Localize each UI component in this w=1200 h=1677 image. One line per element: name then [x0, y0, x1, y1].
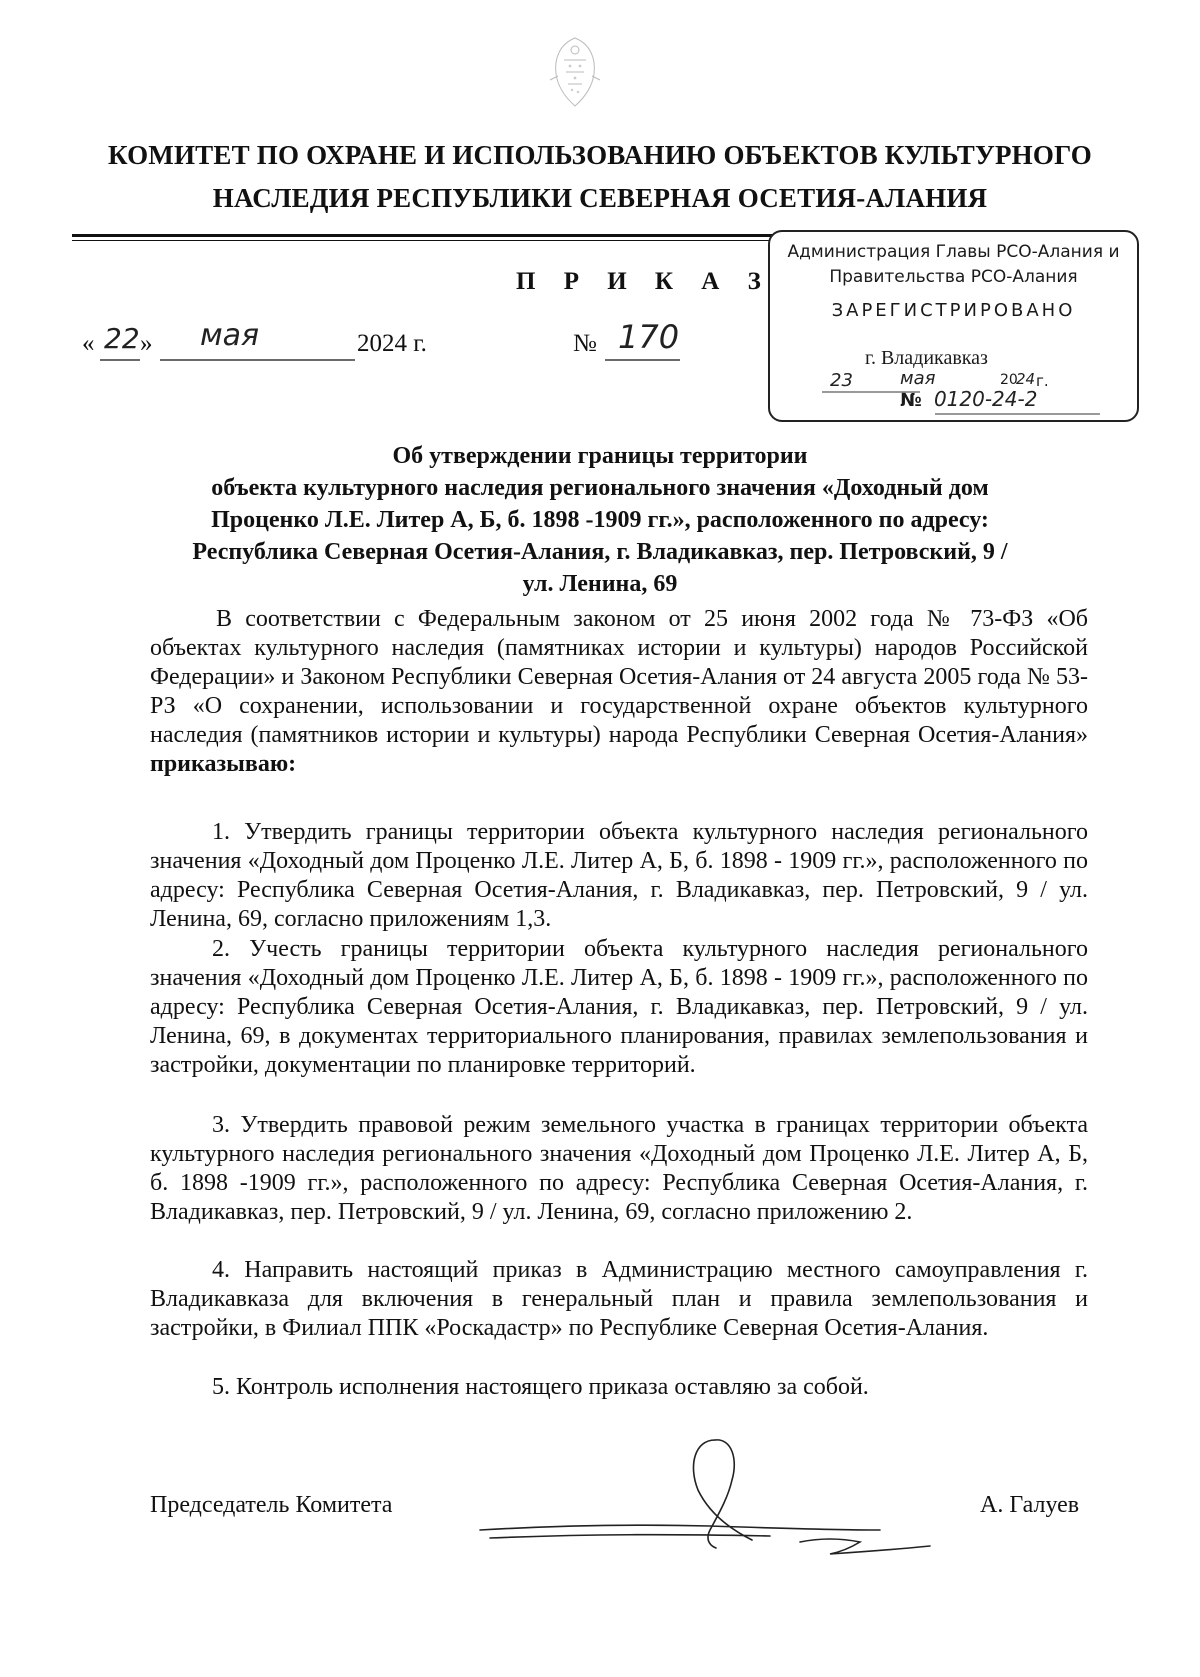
order-date-month: мая: [200, 318, 260, 353]
handwritten-signature: [470, 1420, 990, 1570]
order-item-5: 5. Контроль исполнения настоящего приказа оставляю за собой.: [212, 1374, 869, 1400]
stamp-registered: ЗАРЕГИСТРИРОВАНО: [831, 300, 1076, 321]
order-date-underlines: [0, 0, 1200, 380]
title-line5: ул. Ленина, 69: [522, 571, 678, 597]
stamp-date-year-hand: 24: [1016, 370, 1036, 388]
signatory-role: Председатель Комитета: [150, 1492, 393, 1518]
order-title: [120, 440, 1080, 600]
order-item-1: 1. Утвердить границы территории объекта культурного наследия регионального значения «Доходный дом Проценко Л.Е. Литер А, Б, б. 1898 - 1909 гг.», расположенного по адресу: Республика Северная Осетия-Алания, г. Владикавказ, пер. Петровский, 9 / ул. Ленина, 69, согласно приложениям 1,3.: [150, 819, 1088, 932]
order-item-4: 4. Направить настоящий приказ в Администрацию местного самоуправления г. Владикавказа для включения в генеральный план и правила землепользования и застройки, в Филиал ППК «Роскадастр» по Республике Северная Осетия-Алания.: [150, 1257, 1088, 1341]
order-date-day: 22: [104, 322, 140, 355]
stamp-date-day: 23: [830, 370, 853, 391]
order-item-3: 3. Утвердить правовой режим земельного участка в границах территории объекта культурного наследия регионального значения «Доходный дом Проценко Л.Е. Литер А, Б, б. 1898 -1909 гг.», расположенного по адресу: Республика Северная Осетия-Алания, г. Владикавказ, пер. Петровский, 9 / ул. Ленина, 69, согласно приложению 2.: [150, 1112, 1088, 1225]
preamble-bold: приказываю:: [150, 751, 297, 777]
order-heading: П Р И К А З: [516, 268, 772, 295]
title-line4: Республика Северная Осетия-Алания, г. Владикавказ, пер. Петровский, 9 /: [192, 539, 1008, 565]
title-line1: Об утверждении границы территории: [392, 443, 808, 469]
signatory-name: А. Галуев: [980, 1492, 1080, 1518]
preamble-paragraph: [150, 605, 1088, 779]
preamble-text: В соответствии с Федеральным законом от 25 июня 2002 года № 73-ФЗ «Об объектах культурного наследия (памятниках истории и культуры) народов Российской Федерации» и Законом Республики Северная Осетия-Алания от 24 августа 2005 года № 53-РЗ «О сохранении, использовании и государственной охране объектов культурного наследия (памятников истории и культуры) народа Республики Северная Осетия-Алания»: [150, 606, 1088, 748]
stamp-line1: Администрация Главы РСО-Алания и: [787, 242, 1120, 262]
order-item-2: 2. Учесть границы территории объекта культурного наследия регионального значения «Доходный дом Проценко Л.Е. Литер А, Б, б. 1898 - 1909 гг.», расположенного по адресу: Республика Северная Осетия-Алания, г. Владикавказ, пер. Петровский, 9 / ул. Ленина, 69, в документах территориального планирования, правилах землепользования и застройки, документации по планировке территорий.: [150, 936, 1088, 1078]
stamp-city: г. Владикавказ: [865, 347, 988, 369]
stamp-date-year-prefix: 20: [1000, 372, 1018, 388]
stamp-number-value: 0120-24-2: [933, 387, 1038, 411]
stamp-number-label: №: [900, 390, 922, 411]
committee-name-line1: КОМИТЕТ ПО ОХРАНЕ И ИСПОЛЬЗОВАНИЮ ОБЪЕКТОВ КУЛЬТУРНОГО: [107, 140, 1092, 170]
title-line2: объекта культурного наследия регионального значения «Доходный дом: [211, 475, 989, 501]
order-number-value: 170: [618, 318, 680, 356]
order-date-close-quote: »: [140, 330, 153, 357]
order-number-label: №: [573, 330, 597, 357]
stamp-date-month: мая: [900, 368, 936, 389]
title-line3: Проценко Л.Е. Литер А, Б, б. 1898 -1909 гг.», расположенного по адресу:: [211, 507, 989, 533]
order-date-year: 2024 г.: [357, 330, 427, 357]
order-date-open-quote: «: [82, 330, 95, 357]
stamp-date-year-suffix: г.: [1036, 372, 1049, 390]
stamp-line2: Правительства РСО-Алания: [829, 267, 1078, 287]
committee-name-line2: НАСЛЕДИЯ РЕСПУБЛИКИ СЕВЕРНАЯ ОСЕТИЯ-АЛАНИЯ: [212, 183, 988, 213]
